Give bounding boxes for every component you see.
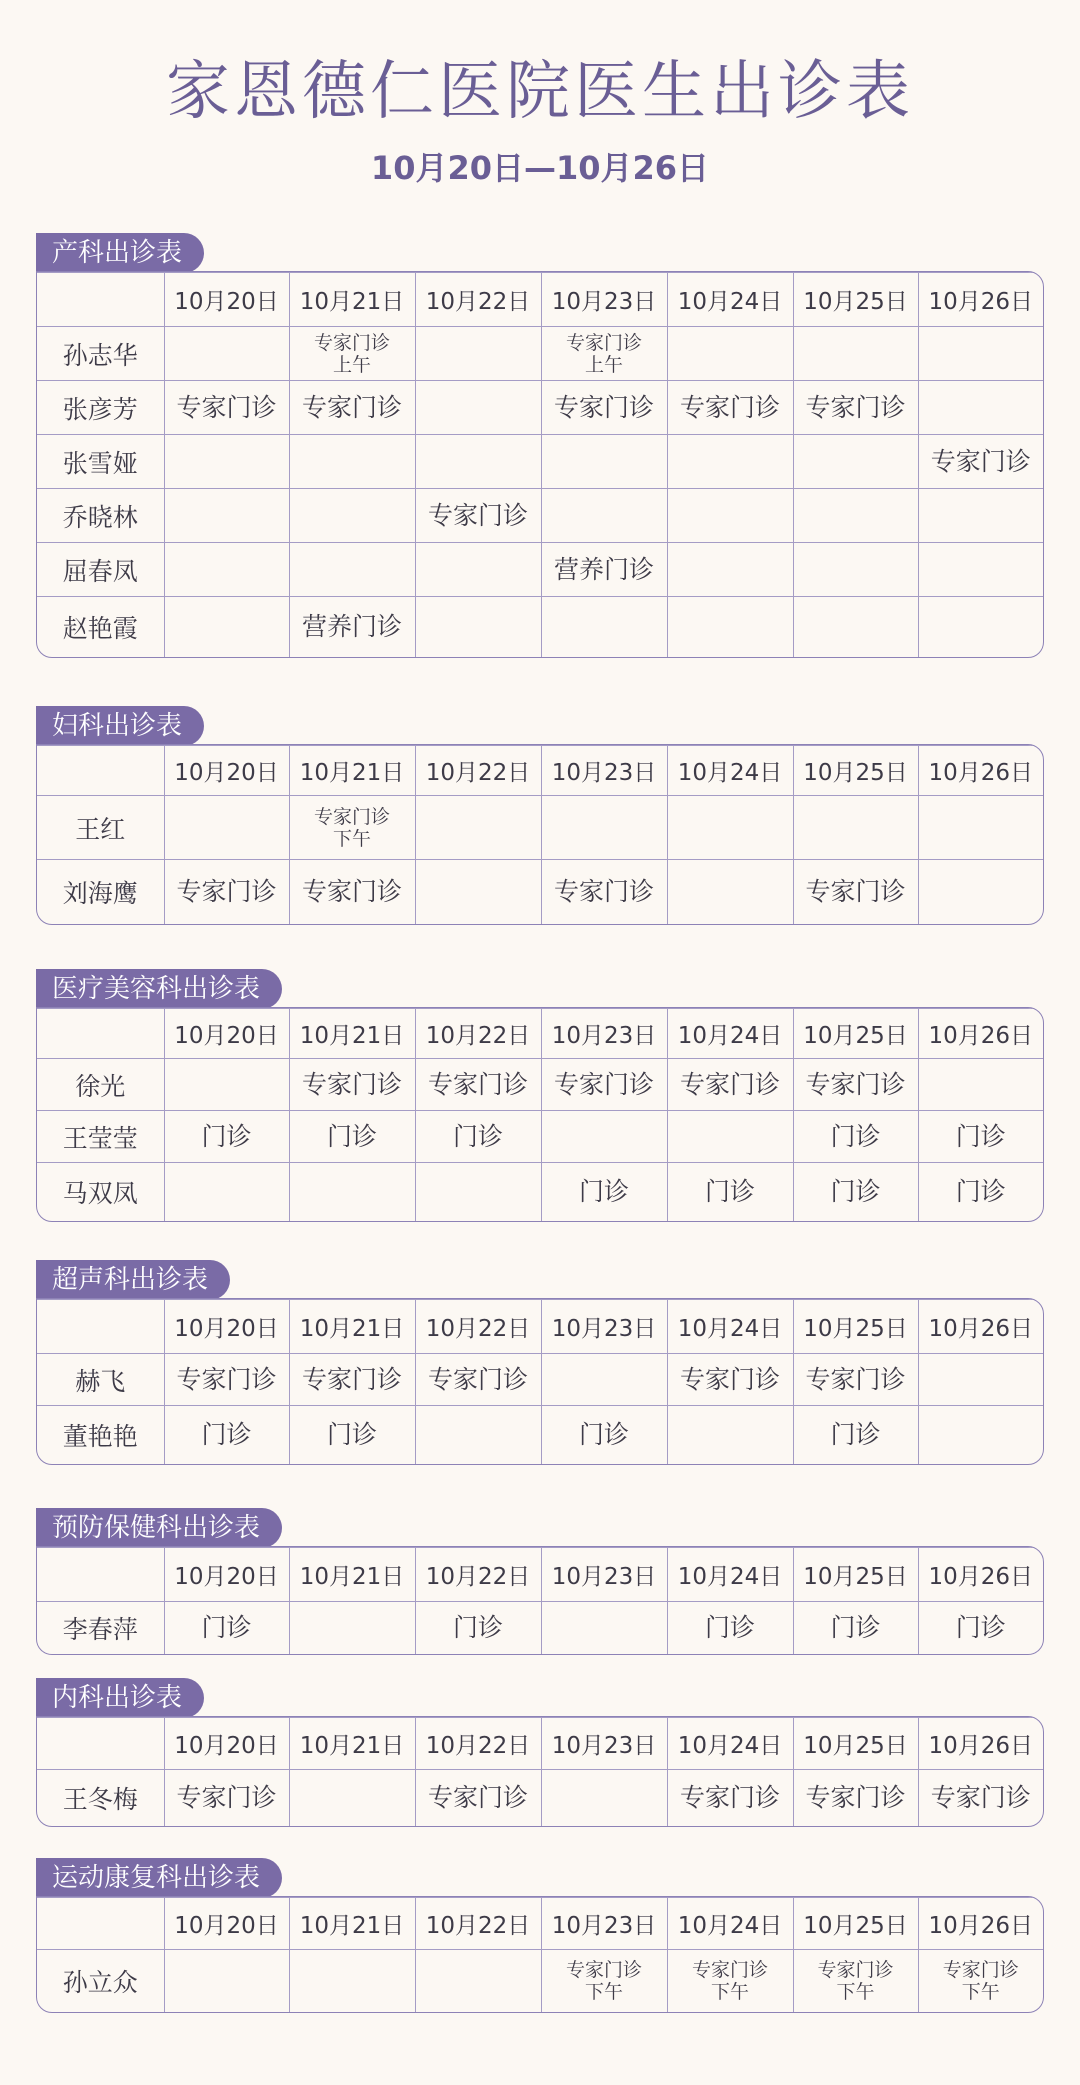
schedule-cell <box>918 1406 1043 1464</box>
clinic-type: 门诊 <box>955 1121 1006 1151</box>
date-header: 10月22日 <box>415 273 541 327</box>
date-header: 10月26日 <box>918 1300 1043 1354</box>
schedule-cell <box>793 435 918 489</box>
clinic-type: 专家门诊 <box>313 331 390 354</box>
date-header: 10月25日 <box>793 273 918 327</box>
clinic-type: 门诊 <box>201 1419 252 1449</box>
schedule-table <box>36 1546 1044 1655</box>
clinic-type: 门诊 <box>578 1176 629 1206</box>
clinic-type: 门诊 <box>201 1121 252 1151</box>
table-row <box>37 1111 1043 1163</box>
date-header: 10月23日 <box>541 1718 667 1770</box>
schedule-cell <box>667 435 793 489</box>
schedule-table <box>36 1298 1044 1465</box>
schedule-cell <box>793 381 918 435</box>
schedule-cell <box>415 796 541 860</box>
schedule-cell <box>164 1163 289 1221</box>
date-header: 10月23日 <box>541 273 667 327</box>
date-header: 10月23日 <box>541 1898 667 1950</box>
date-header: 10月25日 <box>793 1300 918 1354</box>
date-header: 10月21日 <box>289 1898 415 1950</box>
date-header: 10月25日 <box>793 1718 918 1770</box>
date-header: 10月24日 <box>667 1718 793 1770</box>
header-corner <box>37 273 164 327</box>
section-title: 医疗美容科出诊表 <box>36 969 282 1009</box>
header-corner <box>37 746 164 796</box>
clinic-type: 专家门诊 <box>679 392 780 422</box>
schedule-table <box>36 1896 1044 2013</box>
clinic-type: 门诊 <box>326 1121 377 1151</box>
date-header: 10月23日 <box>541 1009 667 1059</box>
schedule-cell <box>289 1059 415 1111</box>
schedule-table <box>36 744 1044 925</box>
schedule-cell <box>415 1602 541 1654</box>
clinic-type: 门诊 <box>452 1121 503 1151</box>
schedule-cell <box>918 796 1043 860</box>
schedule-cell <box>164 1111 289 1163</box>
clinic-type: 专家门诊 <box>930 446 1031 476</box>
clinic-type: 门诊 <box>201 1612 252 1642</box>
schedule-cell <box>918 1354 1043 1406</box>
date-header: 10月21日 <box>289 1009 415 1059</box>
clinic-type: 门诊 <box>955 1612 1006 1642</box>
schedule-cell <box>541 597 667 657</box>
clinic-type: 专家门诊 <box>301 876 402 906</box>
schedule-cell <box>667 1770 793 1826</box>
schedule-table <box>36 1007 1044 1222</box>
date-header: 10月26日 <box>918 1009 1043 1059</box>
section-title: 内科出诊表 <box>36 1678 204 1718</box>
date-header: 10月24日 <box>667 1300 793 1354</box>
schedule-cell <box>793 597 918 657</box>
doctor-name: 赵艳霞 <box>37 597 164 657</box>
clinic-type: 专家门诊 <box>176 876 277 906</box>
date-header: 10月20日 <box>164 1300 289 1354</box>
header-corner <box>37 1548 164 1602</box>
session-time: 上午 <box>332 353 371 376</box>
clinic-type: 门诊 <box>830 1419 881 1449</box>
table-row <box>37 1602 1043 1654</box>
clinic-type: 专家门诊 <box>553 876 654 906</box>
clinic-type: 门诊 <box>830 1176 881 1206</box>
schedule-cell <box>667 489 793 543</box>
clinic-type: 专家门诊 <box>427 1069 528 1099</box>
doctor-name: 董艳艳 <box>37 1406 164 1464</box>
schedule-cell <box>289 860 415 924</box>
schedule-cell <box>164 1354 289 1406</box>
date-header: 10月23日 <box>541 1548 667 1602</box>
schedule-cell <box>667 1354 793 1406</box>
schedule-cell <box>918 1111 1043 1163</box>
schedule-cell <box>415 1950 541 2012</box>
schedule-cell <box>793 1059 918 1111</box>
schedule-cell <box>793 1950 918 2012</box>
table-row <box>37 796 1043 860</box>
date-header: 10月24日 <box>667 1898 793 1950</box>
schedule-cell <box>164 860 289 924</box>
clinic-type: 门诊 <box>326 1419 377 1449</box>
schedule-cell <box>667 1950 793 2012</box>
table-row <box>37 1770 1043 1826</box>
session-time: 下午 <box>961 1980 1000 2003</box>
session-time: 下午 <box>584 1980 623 2003</box>
schedule-cell <box>541 1354 667 1406</box>
date-header: 10月25日 <box>793 1898 918 1950</box>
schedule-cell <box>541 796 667 860</box>
schedule-cell <box>289 327 415 381</box>
clinic-type: 专家门诊 <box>553 392 654 422</box>
date-header: 10月21日 <box>289 1300 415 1354</box>
table-row <box>37 381 1043 435</box>
date-header: 10月26日 <box>918 1718 1043 1770</box>
schedule-cell <box>918 597 1043 657</box>
schedule-cell <box>289 381 415 435</box>
table-row <box>37 1406 1043 1464</box>
clinic-type: 专家门诊 <box>301 1364 402 1394</box>
clinic-type: 门诊 <box>955 1176 1006 1206</box>
schedule-cell <box>289 1406 415 1464</box>
date-header: 10月20日 <box>164 1718 289 1770</box>
schedule-cell <box>415 1059 541 1111</box>
clinic-type: 专家门诊 <box>553 1069 654 1099</box>
schedule-cell <box>667 597 793 657</box>
schedule-cell <box>164 796 289 860</box>
date-header: 10月22日 <box>415 746 541 796</box>
schedule-cell <box>541 1602 667 1654</box>
clinic-type: 门诊 <box>704 1176 755 1206</box>
page-title: 家恩德仁医院医生出诊表 <box>166 55 914 129</box>
date-header: 10月22日 <box>415 1300 541 1354</box>
schedule-cell <box>541 860 667 924</box>
schedule-cell <box>541 1950 667 2012</box>
schedule-cell <box>918 381 1043 435</box>
schedule-cell <box>415 1163 541 1221</box>
schedule-cell <box>793 796 918 860</box>
doctor-name: 王红 <box>37 796 164 860</box>
schedule-cell <box>415 1354 541 1406</box>
schedule-cell <box>289 597 415 657</box>
section-title: 超声科出诊表 <box>36 1260 230 1300</box>
doctor-name: 乔晓林 <box>37 489 164 543</box>
table-row <box>37 1950 1043 2012</box>
header-corner <box>37 1009 164 1059</box>
schedule-cell <box>667 1111 793 1163</box>
date-header: 10月23日 <box>541 746 667 796</box>
section-title: 产科出诊表 <box>36 233 204 273</box>
date-header: 10月21日 <box>289 746 415 796</box>
table-row <box>37 489 1043 543</box>
schedule-cell <box>667 1059 793 1111</box>
schedule-cell <box>918 1950 1043 2012</box>
clinic-type: 专家门诊 <box>427 500 528 530</box>
doctor-name: 张雪娅 <box>37 435 164 489</box>
clinic-type: 门诊 <box>452 1612 503 1642</box>
clinic-type: 专家门诊 <box>817 1958 894 1981</box>
table-row <box>37 1059 1043 1111</box>
schedule-cell <box>289 1111 415 1163</box>
session-time: 上午 <box>584 353 623 376</box>
schedule-cell <box>415 860 541 924</box>
clinic-type: 专家门诊 <box>679 1069 780 1099</box>
schedule-cell <box>541 543 667 597</box>
schedule-cell <box>918 489 1043 543</box>
schedule-cell <box>164 543 289 597</box>
session-time: 下午 <box>710 1980 749 2003</box>
schedule-cell <box>164 1602 289 1654</box>
schedule-cell <box>289 543 415 597</box>
date-header: 10月24日 <box>667 273 793 327</box>
date-header: 10月25日 <box>793 746 918 796</box>
clinic-type: 专家门诊 <box>301 1069 402 1099</box>
session-time: 下午 <box>836 1980 875 2003</box>
section-title: 预防保健科出诊表 <box>36 1508 282 1548</box>
schedule-cell <box>918 327 1043 381</box>
table-row <box>37 435 1043 489</box>
date-header: 10月22日 <box>415 1548 541 1602</box>
clinic-type: 专家门诊 <box>679 1782 780 1812</box>
schedule-cell <box>793 1770 918 1826</box>
date-header: 10月22日 <box>415 1718 541 1770</box>
schedule-cell <box>164 327 289 381</box>
schedule-cell <box>164 435 289 489</box>
clinic-type: 专家门诊 <box>565 331 642 354</box>
schedule-cell <box>918 1770 1043 1826</box>
date-header: 10月24日 <box>667 1009 793 1059</box>
schedule-cell <box>918 435 1043 489</box>
date-header: 10月26日 <box>918 1548 1043 1602</box>
clinic-type: 门诊 <box>578 1419 629 1449</box>
schedule-cell <box>793 543 918 597</box>
schedule-cell <box>164 381 289 435</box>
clinic-type: 专家门诊 <box>427 1782 528 1812</box>
doctor-name: 孙立众 <box>37 1950 164 2012</box>
doctor-name: 屈春凤 <box>37 543 164 597</box>
schedule-cell <box>667 1602 793 1654</box>
date-header: 10月26日 <box>918 273 1043 327</box>
section-title: 妇科出诊表 <box>36 706 204 746</box>
schedule-cell <box>541 327 667 381</box>
clinic-type: 专家门诊 <box>176 1364 277 1394</box>
schedule-cell <box>541 1770 667 1826</box>
schedule-table <box>36 1716 1044 1827</box>
doctor-name: 赫飞 <box>37 1354 164 1406</box>
clinic-type: 专家门诊 <box>565 1958 642 1981</box>
schedule-cell <box>793 1111 918 1163</box>
date-header: 10月26日 <box>918 746 1043 796</box>
date-header: 10月21日 <box>289 1718 415 1770</box>
schedule-cell <box>289 1770 415 1826</box>
schedule-cell <box>918 1059 1043 1111</box>
schedule-cell <box>164 1059 289 1111</box>
date-header: 10月20日 <box>164 1898 289 1950</box>
date-header: 10月24日 <box>667 1548 793 1602</box>
clinic-type: 专家门诊 <box>930 1782 1031 1812</box>
doctor-name: 王冬梅 <box>37 1770 164 1826</box>
clinic-type: 专家门诊 <box>313 805 390 828</box>
schedule-cell <box>164 597 289 657</box>
schedule-cell <box>793 1602 918 1654</box>
schedule-cell <box>541 1111 667 1163</box>
schedule-cell <box>667 381 793 435</box>
schedule-cell <box>541 1059 667 1111</box>
doctor-name: 刘海鹰 <box>37 860 164 924</box>
schedule-cell <box>415 1111 541 1163</box>
schedule-cell <box>667 543 793 597</box>
schedule-cell <box>415 489 541 543</box>
clinic-type: 专家门诊 <box>176 1782 277 1812</box>
clinic-type: 专家门诊 <box>805 1364 906 1394</box>
date-header: 10月22日 <box>415 1898 541 1950</box>
schedule-cell <box>289 796 415 860</box>
header-corner <box>37 1718 164 1770</box>
doctor-name: 孙志华 <box>37 327 164 381</box>
table-row <box>37 327 1043 381</box>
date-header: 10月25日 <box>793 1548 918 1602</box>
clinic-type: 营养门诊 <box>553 554 654 584</box>
schedule-cell <box>793 1406 918 1464</box>
schedule-cell <box>667 860 793 924</box>
schedule-cell <box>164 1950 289 2012</box>
schedule-cell <box>415 597 541 657</box>
clinic-type: 门诊 <box>704 1612 755 1642</box>
header-corner <box>37 1300 164 1354</box>
schedule-cell <box>415 435 541 489</box>
clinic-type: 专家门诊 <box>805 1069 906 1099</box>
schedule-cell <box>541 1406 667 1464</box>
schedule-cell <box>415 381 541 435</box>
doctor-name: 王莹莹 <box>37 1111 164 1163</box>
date-header: 10月20日 <box>164 1009 289 1059</box>
clinic-type: 专家门诊 <box>691 1958 768 1981</box>
table-row <box>37 1163 1043 1221</box>
schedule-cell <box>164 489 289 543</box>
schedule-cell <box>164 1770 289 1826</box>
table-row <box>37 597 1043 657</box>
schedule-cell <box>415 1406 541 1464</box>
schedule-cell <box>289 1354 415 1406</box>
table-row <box>37 860 1043 924</box>
clinic-type: 专家门诊 <box>176 392 277 422</box>
date-header: 10月23日 <box>541 1300 667 1354</box>
schedule-cell <box>793 489 918 543</box>
schedule-cell <box>289 489 415 543</box>
date-header: 10月22日 <box>415 1009 541 1059</box>
table-row <box>37 543 1043 597</box>
schedule-cell <box>289 1163 415 1221</box>
date-header: 10月20日 <box>164 1548 289 1602</box>
schedule-cell <box>667 1406 793 1464</box>
clinic-type: 门诊 <box>830 1121 881 1151</box>
schedule-cell <box>793 1163 918 1221</box>
schedule-cell <box>289 1602 415 1654</box>
schedule-cell <box>415 1770 541 1826</box>
schedule-cell <box>289 435 415 489</box>
date-header: 10月20日 <box>164 273 289 327</box>
date-header: 10月25日 <box>793 1009 918 1059</box>
schedule-cell <box>541 1163 667 1221</box>
date-range: 10月20日—10月26日 <box>370 149 710 187</box>
doctor-name: 徐光 <box>37 1059 164 1111</box>
session-time: 下午 <box>332 827 371 850</box>
schedule-cell <box>918 1602 1043 1654</box>
clinic-type: 专家门诊 <box>301 392 402 422</box>
schedule-cell <box>164 1406 289 1464</box>
section-title: 运动康复科出诊表 <box>36 1858 282 1898</box>
table-row <box>37 1354 1043 1406</box>
schedule-cell <box>289 1950 415 2012</box>
schedule-cell <box>918 1163 1043 1221</box>
date-header: 10月26日 <box>918 1898 1043 1950</box>
schedule-cell <box>918 543 1043 597</box>
clinic-type: 专家门诊 <box>805 392 906 422</box>
doctor-name: 张彦芳 <box>37 381 164 435</box>
schedule-cell <box>415 543 541 597</box>
schedule-cell <box>793 1354 918 1406</box>
date-header: 10月21日 <box>289 1548 415 1602</box>
clinic-type: 营养门诊 <box>301 611 402 641</box>
clinic-type: 专家门诊 <box>805 876 906 906</box>
header-corner <box>37 1898 164 1950</box>
date-header: 10月24日 <box>667 746 793 796</box>
clinic-type: 专家门诊 <box>679 1364 780 1394</box>
schedule-cell <box>918 860 1043 924</box>
doctor-name: 李春萍 <box>37 1602 164 1654</box>
schedule-cell <box>667 1163 793 1221</box>
clinic-type: 专家门诊 <box>942 1958 1019 1981</box>
date-header: 10月20日 <box>164 746 289 796</box>
schedule-cell <box>415 327 541 381</box>
clinic-type: 门诊 <box>830 1612 881 1642</box>
schedule-cell <box>793 860 918 924</box>
schedule-cell <box>541 489 667 543</box>
schedule-cell <box>541 381 667 435</box>
clinic-type: 专家门诊 <box>805 1782 906 1812</box>
clinic-type: 专家门诊 <box>427 1364 528 1394</box>
doctor-name: 马双凤 <box>37 1163 164 1221</box>
date-header: 10月21日 <box>289 273 415 327</box>
schedule-table <box>36 271 1044 658</box>
schedule-cell <box>793 327 918 381</box>
schedule-cell <box>541 435 667 489</box>
schedule-cell <box>667 327 793 381</box>
schedule-cell <box>667 796 793 860</box>
